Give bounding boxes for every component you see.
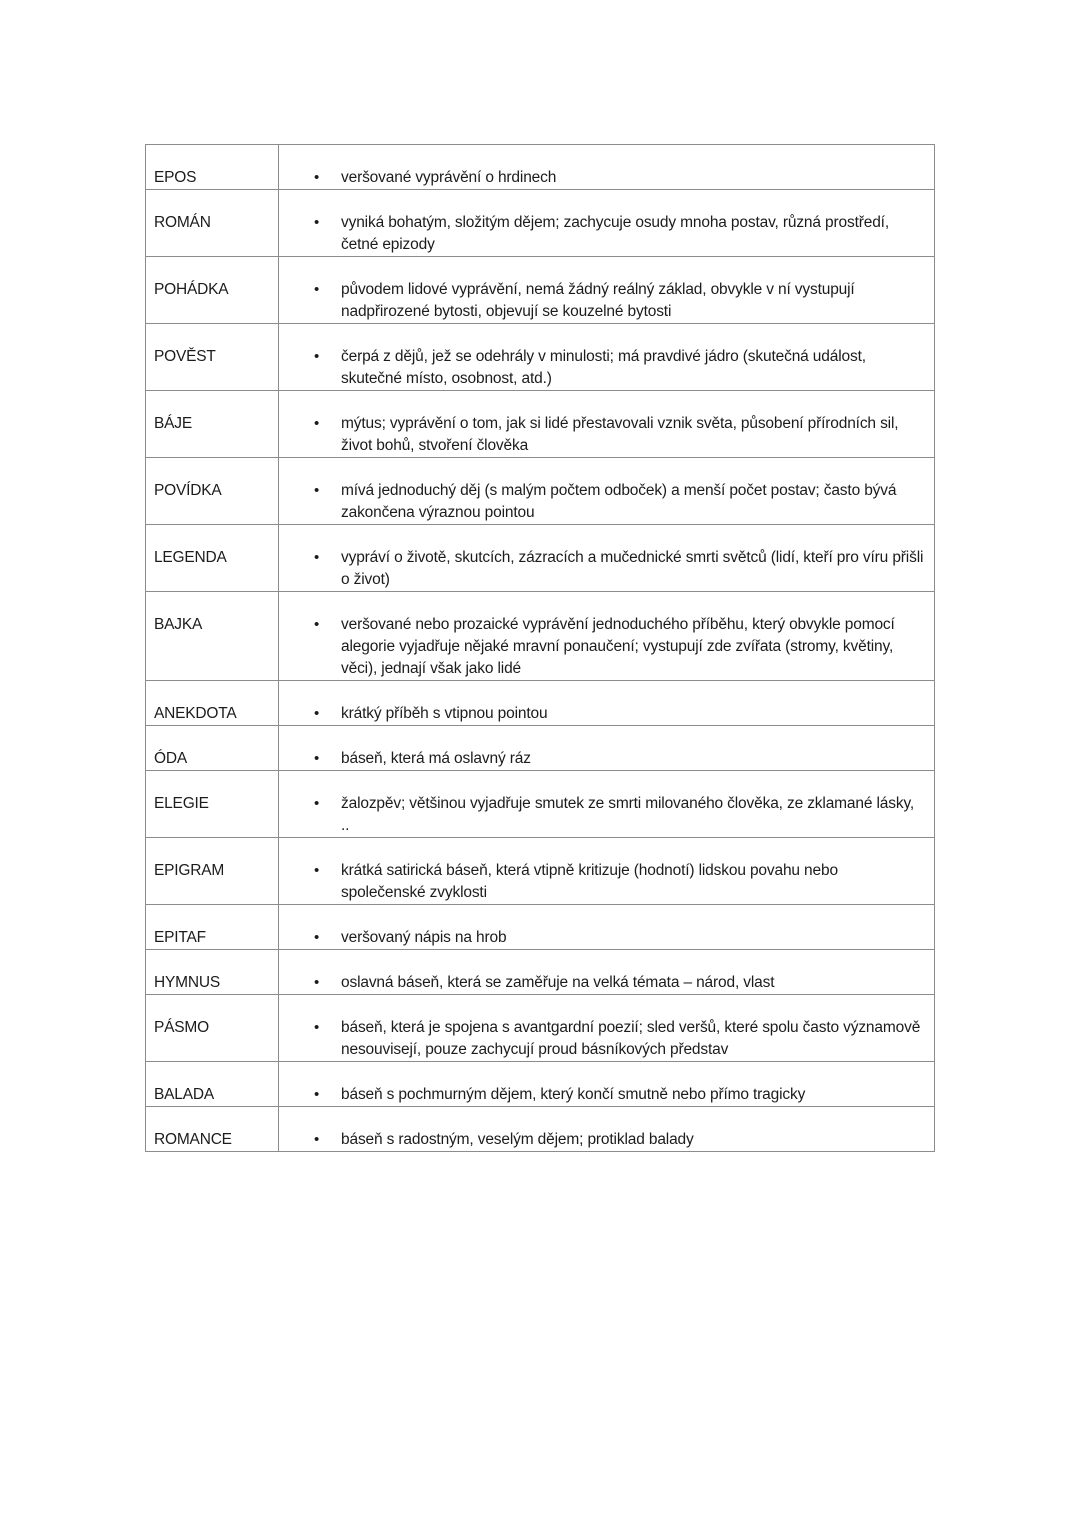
bullet-icon: • (314, 929, 320, 946)
genre-description-cell (279, 838, 935, 905)
table-row-baje (146, 391, 935, 458)
bullet-item (279, 212, 924, 256)
table-row-epos (146, 145, 935, 190)
bullet-item (279, 167, 924, 189)
table-row-bajka (146, 592, 935, 681)
bullet-item (279, 972, 924, 994)
bullet-icon: • (314, 169, 320, 186)
literary-genres-table (145, 144, 935, 1152)
bullet-icon: • (314, 415, 320, 432)
genre-description: vypráví o životě, skutcích, zázracích a mučednické smrti světců (lidí, kteří pro víru přišli o život) (341, 549, 924, 588)
table-row-hymnus (146, 950, 935, 995)
genre-description: čerpá z dějů, jež se odehrály v minulosti; má pravdivé jádro (skutečná událost, skutečné místo, osobnost, atd.) (341, 348, 866, 387)
genre-description-cell (279, 145, 935, 190)
bullet-item (279, 1084, 924, 1106)
genre-description-cell (279, 592, 935, 681)
bullet-icon: • (314, 1019, 320, 1036)
genre-description: krátký příběh s vtipnou pointou (341, 705, 548, 722)
bullet-item (279, 614, 924, 680)
table-row-roman (146, 190, 935, 257)
table-row-oda (146, 726, 935, 771)
table-row-pasmo (146, 995, 935, 1062)
genre-description: báseň, která má oslavný ráz (341, 750, 531, 767)
genre-description: krátká satirická báseň, která vtipně kritizuje (hodnotí) lidskou povahu nebo společenské zvyklosti (341, 862, 838, 901)
genre-description: původem lidové vyprávění, nemá žádný reálný základ, obvykle v ní vystupují nadpřirozené bytosti, objevují se kouzelné bytosti (341, 281, 855, 320)
genre-description-cell (279, 391, 935, 458)
genre-description: veršované vyprávění o hrdinech (341, 169, 557, 186)
genre-description-cell (279, 324, 935, 391)
bullet-item (279, 793, 924, 837)
genre-description: báseň s pochmurným dějem, který končí smutně nebo přímo tragicky (341, 1086, 806, 1103)
genre-description-cell (279, 905, 935, 950)
genre-term: BALADA (146, 1062, 279, 1107)
genre-term: EPITAF (146, 905, 279, 950)
bullet-item (279, 547, 924, 591)
table-row-epitaf (146, 905, 935, 950)
genre-description: žalozpěv; většinou vyjadřuje smutek ze smrti milovaného člověka, ze zklamané lásky, .. (341, 795, 915, 834)
bullet-item (279, 346, 924, 390)
bullet-icon: • (314, 705, 320, 722)
bullet-item (279, 748, 924, 770)
genre-term: ROMANCE (146, 1107, 279, 1152)
bullet-item (279, 703, 924, 725)
genre-description-cell (279, 950, 935, 995)
bullet-icon: • (314, 750, 320, 767)
genre-description-cell (279, 726, 935, 771)
table-row-elegie (146, 771, 935, 838)
table-row-povidka (146, 458, 935, 525)
genre-term: ROMÁN (146, 190, 279, 257)
genre-description-cell (279, 771, 935, 838)
genre-term: HYMNUS (146, 950, 279, 995)
bullet-item (279, 480, 924, 524)
bullet-icon: • (314, 862, 320, 879)
table-row-legenda (146, 525, 935, 592)
genre-description-cell (279, 1062, 935, 1107)
table-row-epigram (146, 838, 935, 905)
genre-description-cell (279, 681, 935, 726)
genres-table-body (146, 145, 935, 1152)
genre-term: LEGENDA (146, 525, 279, 592)
bullet-icon: • (314, 616, 320, 633)
bullet-icon: • (314, 549, 320, 566)
genre-term: BÁJE (146, 391, 279, 458)
genre-term: ÓDA (146, 726, 279, 771)
genre-description: mívá jednoduchý děj (s malým počtem odboček) a menší počet postav; často bývá zakončena výraznou pointou (341, 482, 897, 521)
genre-description-cell (279, 995, 935, 1062)
genre-description-cell (279, 190, 935, 257)
genre-term: ELEGIE (146, 771, 279, 838)
bullet-icon: • (314, 348, 320, 365)
genre-term: POHÁDKA (146, 257, 279, 324)
table-row-romance (146, 1107, 935, 1152)
bullet-icon: • (314, 795, 320, 812)
genre-description: veršované nebo prozaické vyprávění jednoduchého příběhu, který obvykle pomocí alegorie vyjadřuje nějaké mravní ponaučení; vystupují zde zvířata (stromy, květiny, věci), jednají však jako lidé (341, 616, 895, 677)
bullet-item (279, 1017, 924, 1061)
genre-description: báseň, která je spojena s avantgardní poezií; sled veršů, které spolu často významově nesouvisejí, pouze zachycují proud básníkových představ (341, 1019, 921, 1058)
bullet-item (279, 860, 924, 904)
genre-description: vyniká bohatým, složitým dějem; zachycuje osudy mnoha postav, různá prostředí, četné epizody (341, 214, 889, 253)
table-row-povest (146, 324, 935, 391)
bullet-icon: • (314, 482, 320, 499)
bullet-icon: • (314, 281, 320, 298)
genre-term: POVĚST (146, 324, 279, 391)
genre-description-cell (279, 257, 935, 324)
table-row-balada (146, 1062, 935, 1107)
genre-term: BAJKA (146, 592, 279, 681)
genre-term: PÁSMO (146, 995, 279, 1062)
genre-description-cell (279, 525, 935, 592)
genre-description: báseň s radostným, veselým dějem; protiklad balady (341, 1131, 694, 1148)
genre-term: POVÍDKA (146, 458, 279, 525)
genre-description-cell (279, 458, 935, 525)
bullet-item (279, 279, 924, 323)
bullet-item (279, 1129, 924, 1151)
bullet-item (279, 413, 924, 457)
bullet-icon: • (314, 1131, 320, 1148)
bullet-icon: • (314, 214, 320, 231)
genre-term: EPIGRAM (146, 838, 279, 905)
genre-term: EPOS (146, 145, 279, 190)
genre-description: veršovaný nápis na hrob (341, 929, 507, 946)
bullet-item (279, 927, 924, 949)
bullet-icon: • (314, 974, 320, 991)
table-row-anekdota (146, 681, 935, 726)
bullet-icon: • (314, 1086, 320, 1103)
genre-description: oslavná báseň, která se zaměřuje na velká témata – národ, vlast (341, 974, 775, 991)
genre-description-cell (279, 1107, 935, 1152)
genre-term: ANEKDOTA (146, 681, 279, 726)
table-row-pohadka (146, 257, 935, 324)
genre-description: mýtus; vyprávění o tom, jak si lidé přestavovali vznik světa, působení přírodních sil, život bohů, stvoření člověka (341, 415, 899, 454)
